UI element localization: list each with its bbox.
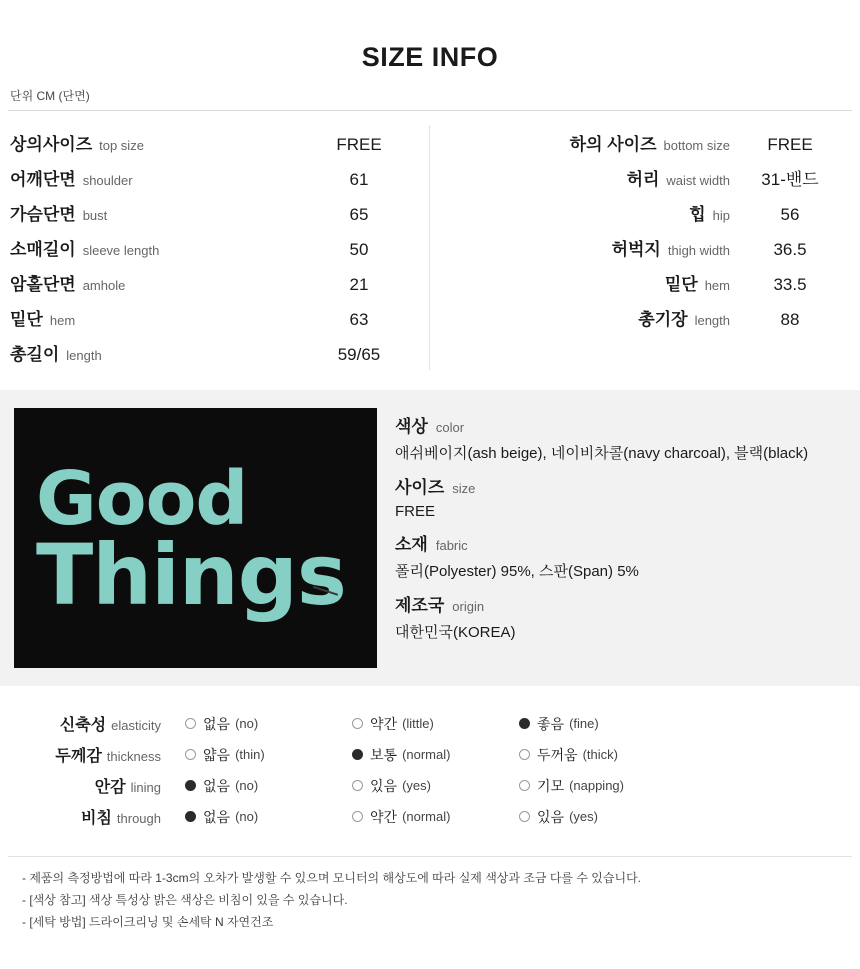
row-label-ko: 암홀단면: [10, 275, 76, 294]
row-label-ko: 하의 사이즈: [569, 135, 657, 154]
attribute-table: [0, 686, 860, 842]
info-label-ko: 색상: [395, 417, 428, 436]
radio-icon[interactable]: [519, 780, 530, 791]
info-block-fabric: [395, 530, 846, 581]
info-value: 대한민국(KOREA): [395, 624, 516, 641]
option-label-ko: 좋음: [537, 715, 565, 732]
option-label-en: (normal): [402, 747, 451, 762]
option-label-en: (little): [402, 716, 434, 731]
row-value: 56: [780, 205, 800, 224]
row-value: 65: [349, 205, 369, 224]
row-value: 88: [780, 310, 800, 329]
row-value: 33.5: [773, 275, 807, 294]
info-value: 폴리(Polyester) 95%, 스판(Span) 5%: [395, 563, 639, 580]
option-label-en: (yes): [569, 809, 598, 824]
row-value: 21: [349, 275, 369, 294]
row-value: 61: [349, 170, 369, 189]
row-value: 59/65: [337, 345, 381, 364]
row-label-en: shoulder: [82, 173, 133, 188]
attribute-label-en: elasticity: [111, 718, 161, 733]
table-row: [10, 300, 419, 335]
attribute-label-ko: 두께감: [55, 748, 102, 765]
photo-text-line1: Good: [36, 456, 248, 542]
product-info-list: [395, 408, 846, 668]
attribute-row-elasticity: [10, 708, 850, 739]
attribute-option[interactable]: [352, 807, 519, 827]
unit-note: 단위 CM (단면): [10, 89, 90, 103]
row-label-ko: 허벅지: [611, 240, 661, 259]
table-row: [10, 265, 419, 300]
option-label-ko: 약간: [370, 715, 398, 732]
table-row: [440, 160, 850, 195]
attribute-option[interactable]: [185, 714, 352, 734]
radio-icon[interactable]: [352, 811, 363, 822]
row-label-en: amhole: [82, 278, 126, 293]
row-value: 36.5: [773, 240, 807, 259]
row-label-en: top size: [99, 138, 144, 153]
attribute-option[interactable]: [519, 745, 686, 765]
row-label-ko: 상의사이즈: [10, 135, 93, 154]
row-label-ko: 총길이: [10, 345, 60, 364]
option-label-ko: 두꺼움: [537, 746, 578, 763]
radio-icon[interactable]: [185, 780, 196, 791]
size-tables: [0, 111, 860, 380]
radio-icon[interactable]: [352, 749, 363, 760]
table-row: [10, 125, 419, 160]
attribute-option[interactable]: [352, 714, 519, 734]
info-value: FREE: [395, 503, 436, 520]
size-table-top: [0, 125, 430, 370]
info-label-en: fabric: [435, 538, 468, 553]
table-row: [440, 125, 850, 160]
row-label-en: hem: [49, 313, 76, 328]
row-label-en: bust: [82, 208, 108, 223]
table-row: [10, 335, 419, 370]
option-label-en: (fine): [569, 716, 599, 731]
option-label-en: (no): [235, 778, 259, 793]
attribute-label-ko: 안감: [94, 779, 126, 796]
product-detail-band: [0, 390, 860, 686]
option-label-ko: 보통: [370, 746, 398, 763]
option-label-ko: 얇음: [203, 746, 231, 763]
attribute-label-en: through: [116, 811, 161, 826]
row-label-ko: 소매길이: [10, 240, 76, 259]
row-value: 50: [349, 240, 369, 259]
product-photo: [14, 408, 377, 668]
info-label-ko: 제조국: [395, 596, 445, 615]
attribute-label-en: thickness: [106, 749, 161, 764]
size-table-bottom: [430, 125, 860, 370]
attribute-row-lining: [10, 770, 850, 801]
attribute-label-en: lining: [130, 780, 161, 795]
info-label-ko: 사이즈: [395, 478, 445, 497]
attribute-option[interactable]: [519, 714, 686, 734]
row-label-en: hem: [704, 278, 730, 293]
row-label-ko: 밑단: [10, 310, 43, 329]
attribute-label-ko: 비침: [80, 810, 112, 827]
attribute-option[interactable]: [352, 776, 519, 796]
row-label-en: length: [66, 348, 102, 363]
attribute-option[interactable]: [185, 776, 352, 796]
attribute-option[interactable]: [185, 745, 352, 765]
option-label-en: (normal): [402, 809, 451, 824]
row-label-ko: 밑단: [664, 275, 698, 294]
row-label-ko: 힙: [689, 205, 706, 224]
note-line: - 제품의 측정방법에 따라 1-3cm의 오차가 발생할 수 있으며 모니터의 해상도에 따라 실제 색상과 조금 다를 수 있습니다.: [22, 871, 641, 885]
row-label-en: waist width: [666, 173, 730, 188]
info-value: 애쉬베이지(ash beige), 네이비차콜(navy charcoal), 블랙(black): [395, 445, 809, 462]
row-label-en: length: [694, 313, 730, 328]
option-label-en: (no): [235, 716, 259, 731]
info-label-en: origin: [452, 599, 485, 614]
info-label-ko: 소재: [395, 535, 428, 554]
table-row: [440, 230, 850, 265]
attribute-row-through: [10, 801, 850, 832]
radio-icon[interactable]: [185, 718, 196, 729]
option-label-ko: 없음: [203, 808, 231, 825]
option-label-ko: 있음: [370, 777, 398, 794]
radio-icon[interactable]: [519, 718, 530, 729]
radio-icon[interactable]: [519, 749, 530, 760]
row-value: FREE: [767, 135, 813, 154]
table-row: [440, 195, 850, 230]
row-label-ko: 허리: [626, 170, 660, 189]
notes-section: [8, 856, 852, 934]
row-label-en: sleeve length: [82, 243, 160, 258]
option-label-ko: 약간: [370, 808, 398, 825]
table-row: [440, 300, 850, 335]
attribute-label-ko: 신축성: [59, 717, 107, 734]
row-value: FREE: [336, 135, 382, 154]
row-label-en: thigh width: [667, 243, 730, 258]
table-row: [10, 160, 419, 195]
row-label-ko: 가슴단면: [10, 205, 76, 224]
radio-icon[interactable]: [352, 780, 363, 791]
row-value: 63: [349, 310, 369, 329]
info-block-size: [395, 473, 846, 520]
photo-text-line2: Things: [36, 526, 346, 624]
row-label-en: bottom size: [663, 138, 730, 153]
note-line: - [색상 참고] 색상 특성상 밝은 색상은 비침이 있을 수 있습니다.: [22, 893, 348, 908]
attribute-option[interactable]: [519, 776, 686, 796]
option-label-ko: 없음: [203, 715, 231, 732]
note-line: - [세탁 방법] 드라이크리닝 및 손세탁 N 자연건조: [22, 915, 274, 930]
option-label-en: (no): [235, 809, 259, 824]
radio-icon[interactable]: [185, 811, 196, 822]
table-row: [10, 195, 419, 230]
info-block-color: [395, 412, 846, 463]
row-label-ko: 총기장: [638, 310, 688, 329]
option-label-en: (thick): [582, 747, 618, 762]
table-row: [10, 230, 419, 265]
radio-icon[interactable]: [519, 811, 530, 822]
page-title: SIZE INFO: [361, 42, 499, 72]
attribute-option[interactable]: [185, 807, 352, 827]
info-label-en: color: [435, 420, 465, 435]
option-label-en: (thin): [235, 747, 265, 762]
info-block-origin: [395, 591, 846, 642]
radio-icon[interactable]: [185, 749, 196, 760]
row-label-ko: 어깨단면: [10, 170, 76, 189]
radio-icon[interactable]: [352, 718, 363, 729]
option-label-en: (napping): [569, 778, 624, 793]
info-label-en: size: [452, 481, 476, 496]
attribute-option[interactable]: [352, 745, 519, 765]
table-row: [440, 265, 850, 300]
attribute-option[interactable]: [519, 807, 686, 827]
option-label-ko: 있음: [537, 808, 565, 825]
attribute-row-thickness: [10, 739, 850, 770]
row-value: 31-밴드: [761, 170, 819, 189]
option-label-ko: 없음: [203, 777, 231, 794]
row-label-en: hip: [712, 208, 730, 223]
option-label-ko: 기모: [537, 777, 565, 794]
option-label-en: (yes): [402, 778, 431, 793]
